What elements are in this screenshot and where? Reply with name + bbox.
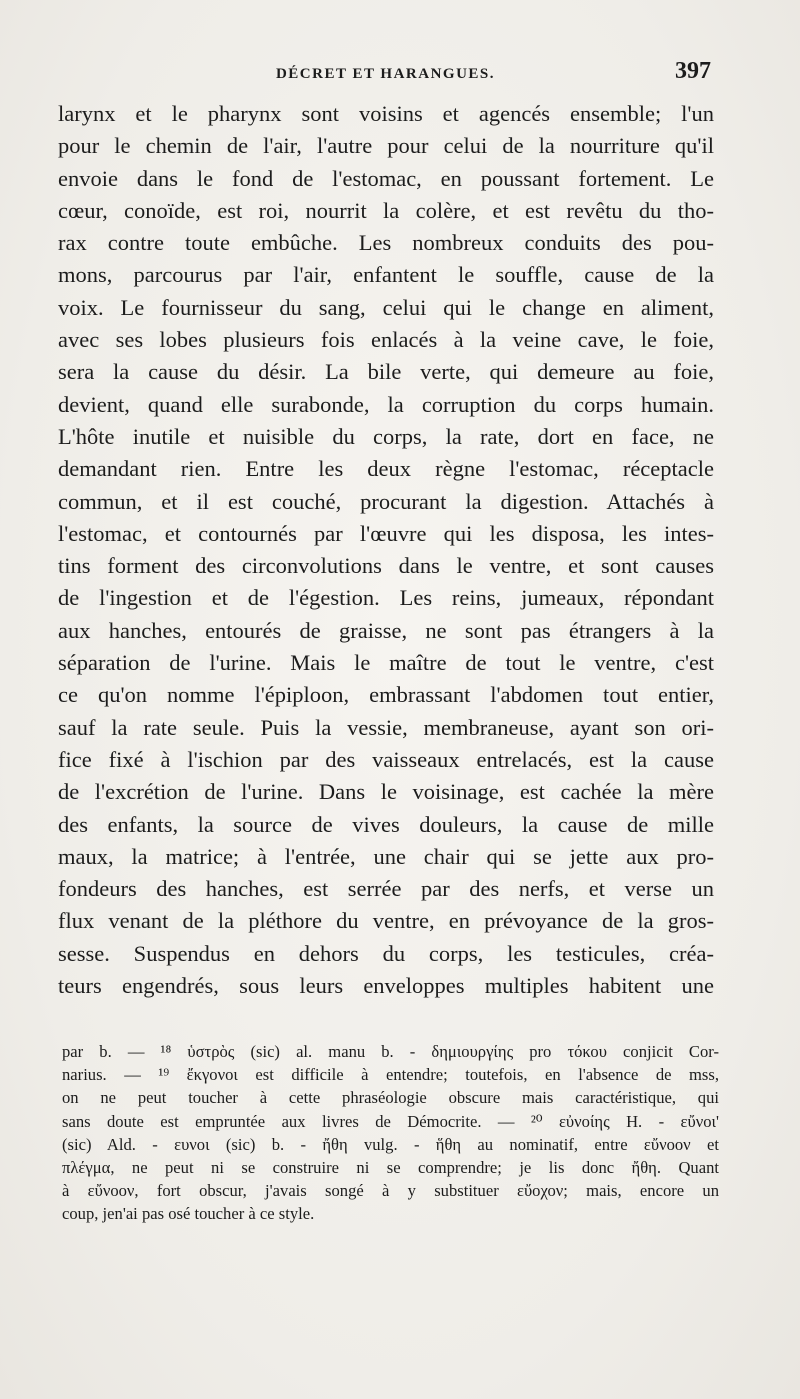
- body-line: de l'excrétion de l'urine. Dans le voisinage, est cachée la mère: [58, 779, 714, 805]
- footnote-line: πλέγμα, ne peut ni se construire ni se comprendre; je lis donc ἤθη. Quant: [62, 1157, 719, 1177]
- footnote-line: on ne peut toucher à cette phraséologie obscure mais caractéristique, qui: [62, 1088, 719, 1108]
- body-line: fice fixé à l'ischion par des vaisseaux entrelacés, est la cause: [58, 746, 714, 772]
- body-line: demandant rien. Entre les deux règne l'estomac, réceptacle: [58, 456, 714, 482]
- footnote-line: (sic) Ald. - ευνοι (sic) b. - ἤθη vulg. - ἥθη au nominatif, entre εὔνοον et: [62, 1134, 719, 1154]
- body-line: sera la cause du désir. La bile verte, qui demeure au foie,: [58, 359, 714, 385]
- body-line: tins forment des circonvolutions dans le ventre, et sont causes: [58, 553, 714, 579]
- body-line: ce qu'on nomme l'épiploon, embrassant l'abdomen tout entier,: [58, 682, 714, 708]
- footnotes: [62, 1040, 719, 1226]
- footnote-line: à εὔνοον, fort obscur, j'avais songé à y substituer εὔοχον; mais, encore un: [62, 1181, 719, 1201]
- body-line: devient, quand elle surabonde, la corruption du corps humain.: [58, 391, 714, 417]
- body-line: flux venant de la pléthore du ventre, en prévoyance de la gros-: [58, 908, 714, 934]
- footnote-line: narius. — ¹⁹ ἔκγονοι est difficile à entendre; toutefois, en l'absence de mss,: [62, 1065, 719, 1085]
- body-line: des enfants, la source de vives douleurs, la cause de mille: [58, 811, 714, 837]
- body-line: pour le chemin de l'air, l'autre pour celui de la nourriture qu'il: [58, 133, 714, 159]
- body-line: voix. Le fournisseur du sang, celui qui le change en aliment,: [58, 294, 714, 320]
- body-line: avec ses lobes plusieurs fois enlacés à la veine cave, le foie,: [58, 327, 714, 353]
- footnote-line: par b. — ¹⁸ ὑστρὸς (sic) al. manu b. - δημιουργίης pro τόκου conjicit Cor-: [62, 1042, 719, 1061]
- body-line: sesse. Suspendus en dehors du corps, les testicules, créa-: [58, 940, 714, 966]
- body-line: cœur, conoïde, est roi, nourrit la colère, et est revêtu du tho-: [58, 197, 714, 223]
- body-line: maux, la matrice; à l'entrée, une chair qui se jette aux pro-: [58, 843, 714, 869]
- body-line: de l'ingestion et de l'égestion. Les reins, jumeaux, répondant: [58, 585, 714, 611]
- body-line: aux hanches, entourés de graisse, ne sont pas étrangers à la: [58, 617, 714, 643]
- footnote-line: sans doute est empruntée aux livres de Démocrite. — ²⁰ εὐνοίης H. - εὔνοι': [62, 1111, 719, 1131]
- body-line: fondeurs des hanches, est serrée par des nerfs, et verse un: [58, 876, 714, 902]
- body-line: mons, parcourus par l'air, enfantent le souffle, cause de la: [58, 262, 714, 288]
- body-line: commun, et il est couché, procurant la digestion. Attachés à: [58, 488, 714, 514]
- footnote-line: coup, jen'ai pas osé toucher à ce style.: [62, 1204, 315, 1224]
- body-line: sauf la rate seule. Puis la vessie, membraneuse, ayant son ori-: [58, 714, 714, 740]
- body-line: L'hôte inutile et nuisible du corps, la rate, dort en face, ne: [58, 423, 714, 449]
- page-number: 397: [675, 58, 711, 84]
- body-line: l'estomac, et contournés par l'œuvre qui les disposa, les intes-: [58, 520, 714, 546]
- body-line: larynx et le pharynx sont voisins et agencés ensemble; l'un: [58, 101, 714, 126]
- page-header: [58, 58, 713, 92]
- body-line: rax contre toute embûche. Les nombreux conduits des pou-: [58, 230, 714, 256]
- body-line: séparation de l'urine. Mais le maître de tout le ventre, c'est: [58, 650, 714, 676]
- running-head: DÉCRET ET HARANGUES.: [275, 66, 496, 82]
- body-line: envoie dans le fond de l'estomac, en poussant fortement. Le: [58, 165, 714, 191]
- body-text: [58, 98, 714, 1002]
- body-line: teurs engendrés, sous leurs enveloppes multiples habitent une: [58, 973, 714, 999]
